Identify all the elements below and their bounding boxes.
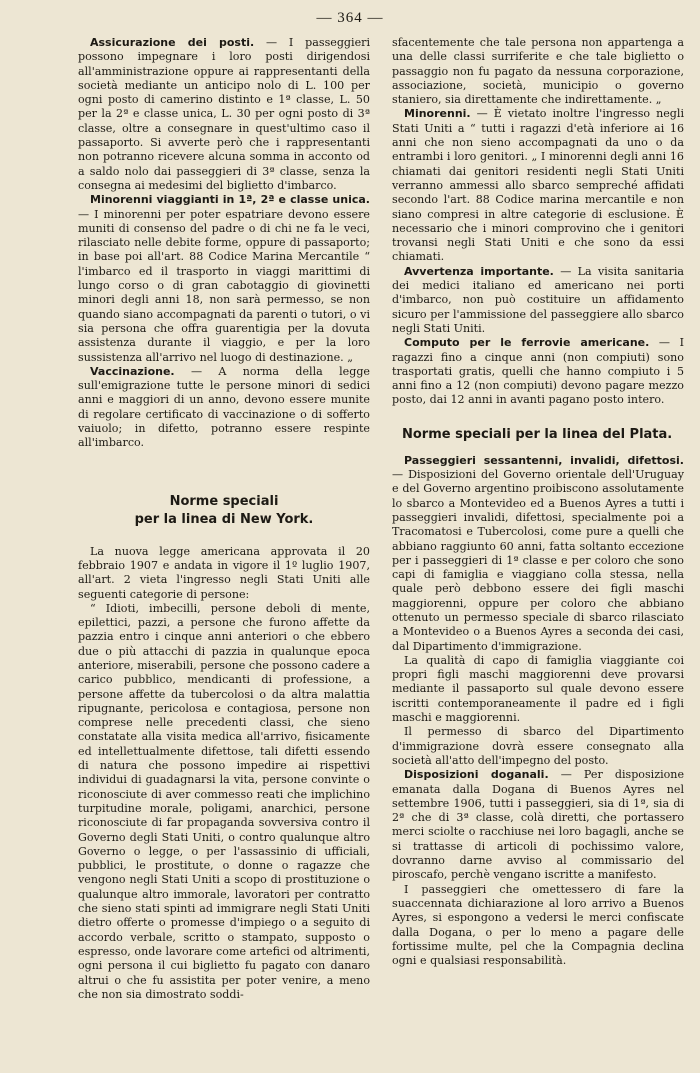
two-column-body [78,36,684,1060]
heading-sessantenni: Passeggieri sessantenni, invalidi, difettosi. [404,453,684,467]
paragraph-vaccinazione [78,365,370,451]
heading-computo-ferrovie: Computo per le ferrovie americane. [404,336,650,350]
paragraph-computo-ferrovie [392,336,684,407]
paragraph-categorie-escluse: “ Idioti, imbecilli, persone deboli di mente, epilettici, pazzi, a persone che furono affette da pazzia entro i cinque anni anteriori o che ebbero due o più attacchi di pazzia in qualunque epoca anteriore, miserabili, persone che possono cadere a carico pubblico, mendicanti di professione, a persone affette da tubercolosi o da altra malattia ripugnante, pericolosa e contagiosa, persone non comprese nelle precedenti classi, che sieno constatate alla visita medica all'arrivo, fisicamente ed intellettualmente difettose, tali difetti essendo di natura che possono impedire ai rispettivi individui di guadagnarsi la vita, persone convinte o riconosciute di aver commesso reati che implichino turpitudine morale, poligami, anarchici, persone riconosciute di far propaganda sovversiva contro il Governo degli Stati Uniti, o contro qualunque altro Governo o legge, o per l'assassinio di ufficiali, pubblici, le prostitute, o donne o ragazze che vengono negli Stati Uniti a scopo di prostituzione o qualunque altro immorale, lavoratori per contratto che sieno stati spinti ad immigrare negli Stati Uniti dietro offerte o promesse d'impiego o a seguito di accordo verbale, scritto o stampato, supposto o espresso, onde lavorare come artefici od altrimenti, ogni persona il cui biglietto fu pagato con danaro altrui o che fu assistita per poter venire, a meno che non sia dimostrato soddi- [78,601,370,1001]
text-assicurazione: — I passeggieri possono impegnare i loro posti dirigendosi all'amministrazione oppure ai rappresentanti della società mediante un anticipo nolo di L. 100 per ogni posto di camerino distinto e 1ª classe, L. 50 per la 2ª e classe unica, L. 30 per ogni posto di 3ª classe, oltre a consegnare in quest'ultimo caso il passaporto. Si avverte però che i rappresentanti non potranno ricevere alcuna somma in acconto od a saldo nolo dai passeggieri di 3ª classe, senza la consegna ai medesimi del biglietto d'imbarco. [78,36,370,192]
heading-vaccinazione: Vaccinazione. [90,364,175,378]
paragraph-minorenni-viaggianti [78,193,370,365]
text-minorenni: — È vietato inoltre l'ingresso negli Stati Uniti a “ tutti i ragazzi d'età inferiore ai 16 anni che non sieno accompagnati da uno o da entrambi i loro genitori. „ I minorenni degli anni 16 chiamati dai genitori residenti negli Stati Uniti verranno ammessi allo sbarco sempreché affidati secondo l'art. 88 Codice marina mercantile e non siano compresi in altre categorie di esclusione. È necessario che i minori comprovino che i genitori trovansi negli Stati Uniti e che sono da essi chiamati. [392,107,684,264]
paragraph-capo-famiglia: La qualità di capo di famiglia viaggiante coi propri figli maschi maggiorenni deve provarsi mediante il passaporto sul quale devono essere iscritti contemporaneamente il padre ed i figli maschi e maggiorenni. [392,653,684,725]
text-computo-ferrovie: — I ragazzi fino a cinque anni (non compiuti) sono trasportati gratis, quelli che hanno compiuto i 5 anni fino a 12 (non compiuti) devono pagare mezzo posto, dai 12 anni in avanti pagano posto intero. [392,336,684,407]
left-column [78,36,370,1060]
heading-avvertenza: Avvertenza importante. [404,264,554,278]
heading-new-york-line2: per la linea di New York. [134,511,314,527]
heading-doganali: Disposizioni doganali. [404,768,549,782]
paragraph-sessantenni [392,454,684,654]
paragraph-minorenni [392,107,684,264]
page-number: — 364 — [316,10,384,26]
paragraph-avvertenza [392,265,684,336]
paragraph-confisca: I passeggieri che omettessero di fare la suaccennata dichiarazione al loro arrivo a Buenos Ayres, si espongono a vedersi le merci confiscate dalla Dogana, o per lo meno a pagare delle fortissime multe, pel che la Compagnia declina ogni e qualsiasi responsabilità. [392,882,684,968]
text-avvertenza: — La visita sanitaria dei medici italiano ed americano nei porti d'imbarco, non può costituire un affidamento sicuro per l'ammissione del passeggiere allo sbarco negli Stati Uniti. [392,264,684,335]
paragraph-legge-americana: La nuova legge americana approvata il 20 febbraio 1907 e andata in vigore il 1º luglio 1907, all'art. 2 vieta l'ingresso negli Stati Uniti alle seguenti categorie di persone: [78,544,370,601]
text-vaccinazione: — A norma della legge sull'emigrazione tutte le persone minori di sedici anni e maggiori di un anno, devono essere munite di regolare certificato di vaccinazione o di sofferto vaiuolo; in difetto, potranno essere respinte all'imbarco. [78,364,370,450]
text-doganali: — Per disposizione emanata dalla Dogana di Buenos Ayres nel settembre 1906, tutti i passeggieri, sia di 1ª, sia di 2ª che di 3ª classe, colà diretti, che portassero merci sciolte o racchiuse nei loro bagagli, anche se si trattasse di articoli di pochissimo valore, dovranno darne avviso al commissario del piroscafo, perchè vengano iscritte a manifesto. [392,768,684,882]
heading-assicurazione: Assicurazione dei posti. [90,36,255,49]
paragraph-permesso-sbarco: Il permesso di sbarco del Dipartimento d'immigrazione dovrà essere consegnato alla società all'atto dell'impegno del posto. [392,725,684,767]
heading-new-york-line1: Norme speciali [169,493,279,509]
right-column [392,36,684,1060]
paragraph-continuation: sfacentemente che tale persona non appartenga a una delle classi surriferite e che tale biglietto o passaggio non fu pagato da nessuna corporazione, associazione, società, municipio o governo staniero, sia direttamente che indirettamente. „ [392,36,684,107]
section-heading-new-york [78,493,370,529]
section-heading-plata: Norme speciali per la linea del Plata. [402,426,673,442]
text-sessantenni: — Disposizioni del Governo orientale dell'Uruguay e del Governo argentino proibiscono assolutamente lo sbarco a Montevideo ed a Buenos Ayres a tutti i passeggieri invalidi, difettosi, specialmente poi a Tracomatosi e Tubercolosi, come pure a quelli che abbiano raggiunto 60 anni, fatta soltanto eccezione per i passeggieri di 1ª classe e per coloro che sono capi di famiglia e viaggiano colla stessa, nella quale però debbono essere dei figli maschi maggiorenni, oppure per coloro che abbiano ottenuto un permesso speciale di sbarco rilasciato a Montevideo o a Buenos Ayres a seconda dei casi, dal Dipartimento d'immigrazione. [392,468,684,653]
paragraph-doganali [392,768,684,882]
paragraph-assicurazione [78,36,370,193]
text-minorenni-viaggianti: — I minorenni per poter espatriare devono essere muniti di consenso del padre o di chi ne fa le veci, rilasciato nelle debite forme, oppure di passaporto; in base poi all'art. 88 Codice Marina Mercantile “ l'imbarco ed il trasporto in viaggi marittimi di lungo corso o di gran cabotaggio di giovinetti minori degli anni 18, non sarà permesso, se non quando siano accompagnati da parenti o tutori, o vi sia persona che offra guarentigia per la dovuta assistenza durante il viaggio, e per la loro sussistenza all'arrivo nel luogo di destinazione. „ [78,207,370,364]
heading-minorenni-viaggianti: Minorenni viaggianti in 1ª, 2ª e classe unica. [90,193,370,207]
heading-minorenni: Minorenni. [404,107,471,121]
